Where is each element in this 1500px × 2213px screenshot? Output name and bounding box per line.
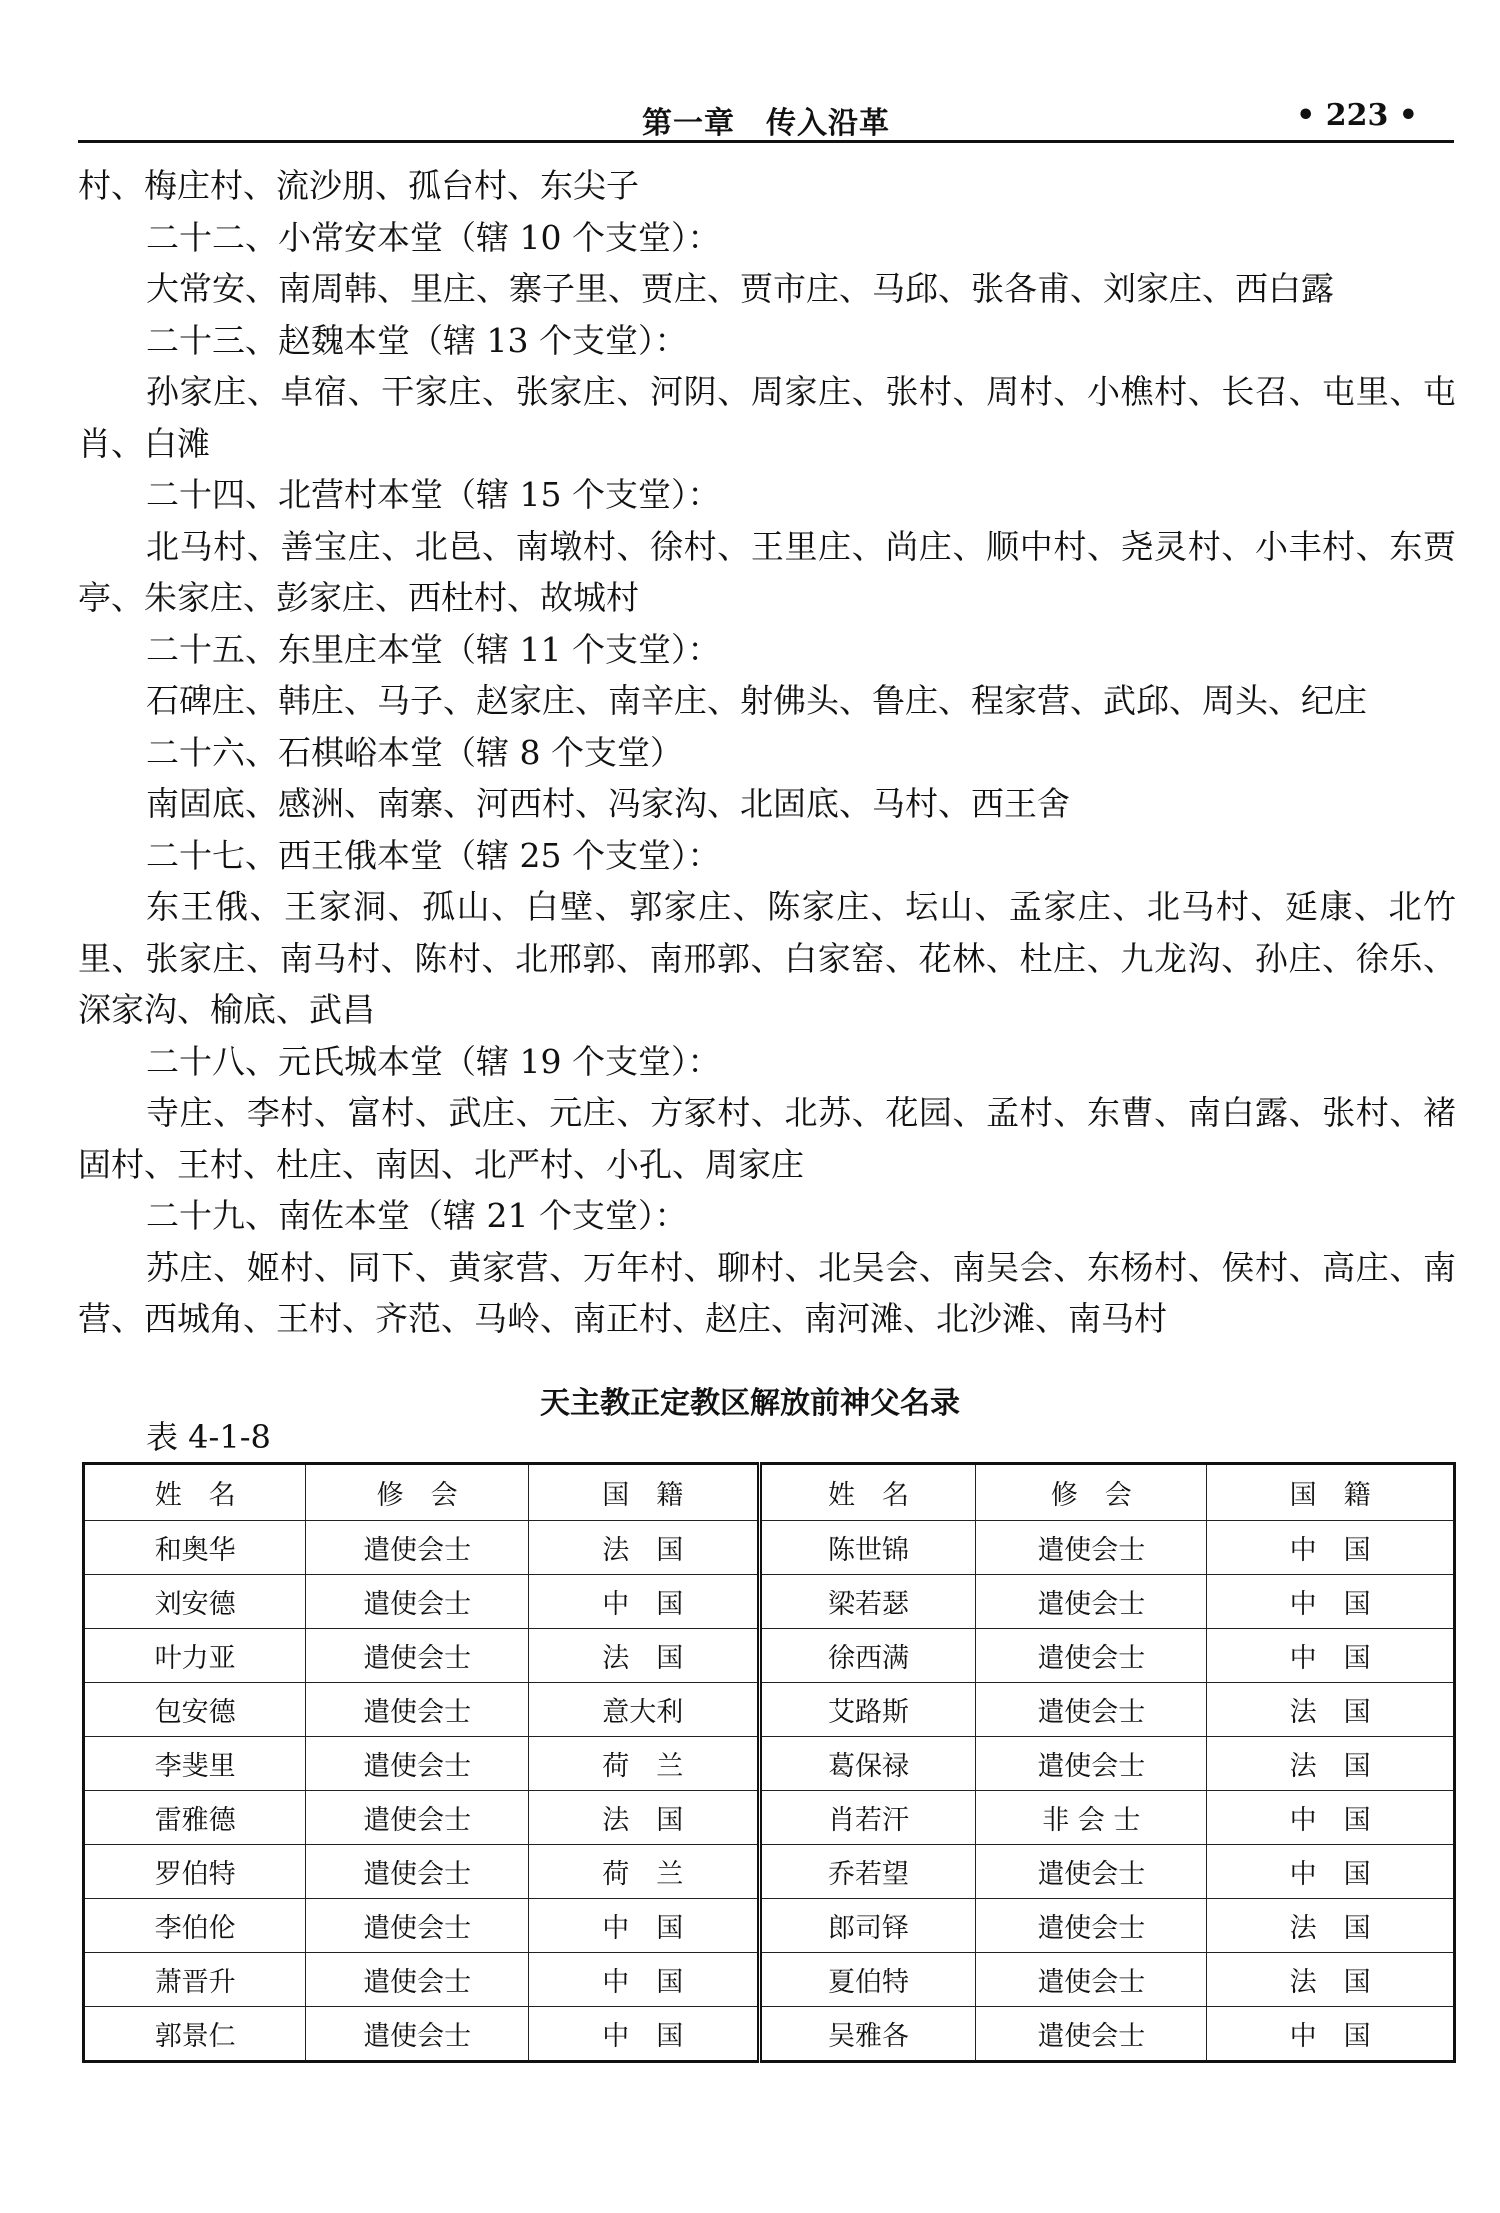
cell-nationality: 法 国 <box>528 1629 759 1683</box>
paragraph: 石碑庄、韩庄、马子、赵家庄、南辛庄、射佛头、鲁庄、程家营、武邱、周头、纪庄 <box>146 681 1367 720</box>
cell-order: 遣使会士 <box>306 1521 528 1575</box>
table-title: 天主教正定教区解放前神父名录 <box>540 1386 960 1421</box>
paragraph: 村、梅庄村、流沙朋、孤台村、东尖子 <box>78 166 639 205</box>
cell-name: 陈世锦 <box>759 1521 976 1575</box>
header-name-1: 姓 名 <box>84 1464 306 1521</box>
paragraph: 孙家庄、卓宿、干家庄、张家庄、河阴、周家庄、张村、周村、小樵村、长召、屯里、屯肖、白滩 <box>78 372 1456 463</box>
cell-order: 遣使会士 <box>306 1899 528 1953</box>
cell-order: 遣使会士 <box>306 1737 528 1791</box>
paragraph: 二十五、东里庄本堂（辖 11 个支堂）： <box>146 629 721 669</box>
cell-name: 叶力亚 <box>84 1629 306 1683</box>
cell-name: 吴雅各 <box>759 2007 976 2062</box>
cell-name: 雷雅德 <box>84 1791 306 1845</box>
cell-nationality: 中 国 <box>528 1953 759 2007</box>
table-row <box>84 1845 1455 1899</box>
cell-nationality: 中 国 <box>1207 1521 1455 1575</box>
cell-name: 梁若瑟 <box>759 1575 976 1629</box>
cell-order: 非 会 士 <box>976 1791 1207 1845</box>
table-row <box>84 1791 1455 1845</box>
table-row <box>84 1575 1455 1629</box>
cell-order: 遣使会士 <box>306 1791 528 1845</box>
cell-name: 郭景仁 <box>84 2007 306 2062</box>
paragraph: 二十四、北营村本堂（辖 15 个支堂）： <box>146 475 721 514</box>
cell-name: 李伯伦 <box>84 1899 306 1953</box>
cell-name: 郎司铎 <box>759 1899 976 1953</box>
paragraph: 二十九、南佐本堂（辖 21 个支堂）： <box>146 1196 688 1235</box>
cell-name: 萧晋升 <box>84 1953 306 2007</box>
table-row <box>84 1629 1455 1683</box>
cell-nationality: 法 国 <box>528 1791 759 1845</box>
priest-roster-table <box>82 1462 1456 2063</box>
table-row <box>84 1899 1455 1953</box>
cell-nationality: 中 国 <box>528 1575 759 1629</box>
cell-nationality: 中 国 <box>1207 1629 1455 1683</box>
header-name-2: 姓 名 <box>759 1464 976 1521</box>
cell-name: 乔若望 <box>759 1845 976 1899</box>
header-order-1: 修 会 <box>306 1464 528 1521</box>
cell-name: 艾路斯 <box>759 1683 976 1737</box>
header-order-2: 修 会 <box>976 1464 1207 1521</box>
cell-order: 遣使会士 <box>976 1575 1207 1629</box>
cell-name: 葛保禄 <box>759 1737 976 1791</box>
cell-order: 遣使会士 <box>976 1953 1207 2007</box>
paragraph: 二十六、石棋峪本堂（辖 8 个支堂） <box>146 732 683 772</box>
cell-nationality: 荷 兰 <box>528 1845 759 1899</box>
table-row <box>84 1683 1455 1737</box>
page-number: • 223 • <box>1296 98 1418 133</box>
cell-nationality: 中 国 <box>528 1899 759 1953</box>
cell-nationality: 法 国 <box>1207 1953 1455 2007</box>
cell-nationality: 中 国 <box>1207 1575 1455 1629</box>
cell-order: 遣使会士 <box>976 1899 1207 1953</box>
running-header <box>78 92 1454 143</box>
cell-nationality: 法 国 <box>1207 1899 1455 1953</box>
paragraph: 东王俄、王家洞、孤山、白壁、郭家庄、陈家庄、坛山、孟家庄、北马村、延康、北竹里、张家庄、南马村、陈村、北邢郭、南邢郭、白家窑、花林、杜庄、九龙沟、孙庄、徐乐、深家沟、榆底、武昌 <box>78 887 1456 1029</box>
paragraph: 二十八、元氏城本堂（辖 19 个支堂）： <box>146 1041 721 1081</box>
cell-name: 肖若汗 <box>759 1791 976 1845</box>
cell-order: 遣使会士 <box>306 1953 528 2007</box>
header-nationality-2: 国 籍 <box>1207 1464 1455 1521</box>
cell-name: 徐西满 <box>759 1629 976 1683</box>
paragraph: 北马村、善宝庄、北邑、南墩村、徐村、王里庄、尚庄、顺中村、尧灵村、小丰村、东贾亭、朱家庄、彭家庄、西杜村、故城村 <box>78 526 1456 617</box>
header-nationality-1: 国 籍 <box>528 1464 759 1521</box>
table-row <box>84 2007 1455 2062</box>
table-row <box>84 1737 1455 1791</box>
cell-nationality: 法 国 <box>528 1521 759 1575</box>
paragraph: 二十七、西王俄本堂（辖 25 个支堂）： <box>146 835 721 875</box>
paragraph: 苏庄、姬村、同下、黄家营、万年村、聊村、北吴会、南吴会、东杨村、侯村、高庄、南营、西城角、王村、齐范、马岭、南正村、赵庄、南河滩、北沙滩、南马村 <box>78 1247 1456 1338</box>
cell-name: 李斐里 <box>84 1737 306 1791</box>
table-number: 表 4-1-8 <box>146 1418 271 1456</box>
paragraph: 寺庄、李村、富村、武庄、元庄、方冢村、北苏、花园、孟村、东曹、南白露、张村、褚固村、王村、杜庄、南因、北严村、小孔、周家庄 <box>78 1093 1456 1184</box>
table-row <box>84 1953 1455 2007</box>
cell-order: 遣使会士 <box>306 1575 528 1629</box>
cell-nationality: 中 国 <box>1207 2007 1455 2062</box>
body-text <box>78 160 1456 1345</box>
cell-nationality: 法 国 <box>1207 1683 1455 1737</box>
cell-order: 遣使会士 <box>976 1629 1207 1683</box>
cell-name: 罗伯特 <box>84 1845 306 1899</box>
cell-nationality: 荷 兰 <box>528 1737 759 1791</box>
paragraph: 南固底、感洲、南寨、河西村、冯家沟、北固底、马村、西王舍 <box>146 784 1070 823</box>
cell-order: 遣使会士 <box>976 1521 1207 1575</box>
table-row <box>84 1521 1455 1575</box>
cell-order: 遣使会士 <box>306 1629 528 1683</box>
cell-name: 包安德 <box>84 1683 306 1737</box>
cell-nationality: 中 国 <box>528 2007 759 2062</box>
cell-name: 和奥华 <box>84 1521 306 1575</box>
cell-nationality: 中 国 <box>1207 1845 1455 1899</box>
cell-nationality: 法 国 <box>1207 1737 1455 1791</box>
cell-name: 夏伯特 <box>759 1953 976 2007</box>
cell-order: 遣使会士 <box>306 1845 528 1899</box>
chapter-title: 第一章 传入沿革 <box>642 106 890 141</box>
cell-order: 遣使会士 <box>976 2007 1207 2062</box>
cell-order: 遣使会士 <box>976 1683 1207 1737</box>
cell-order: 遣使会士 <box>306 1683 528 1737</box>
table-header-row <box>84 1464 1455 1521</box>
cell-order: 遣使会士 <box>306 2007 528 2062</box>
cell-name: 刘安德 <box>84 1575 306 1629</box>
cell-order: 遣使会士 <box>976 1845 1207 1899</box>
paragraph: 二十三、赵魏本堂（辖 13 个支堂）： <box>146 320 688 360</box>
cell-order: 遣使会士 <box>976 1737 1207 1791</box>
paragraph: 大常安、南周韩、里庄、寨子里、贾庄、贾市庄、马邱、张各甫、刘家庄、西白露 <box>146 269 1334 308</box>
paragraph: 二十二、小常安本堂（辖 10 个支堂）： <box>146 217 721 257</box>
cell-nationality: 意大利 <box>528 1683 759 1737</box>
cell-nationality: 中 国 <box>1207 1791 1455 1845</box>
